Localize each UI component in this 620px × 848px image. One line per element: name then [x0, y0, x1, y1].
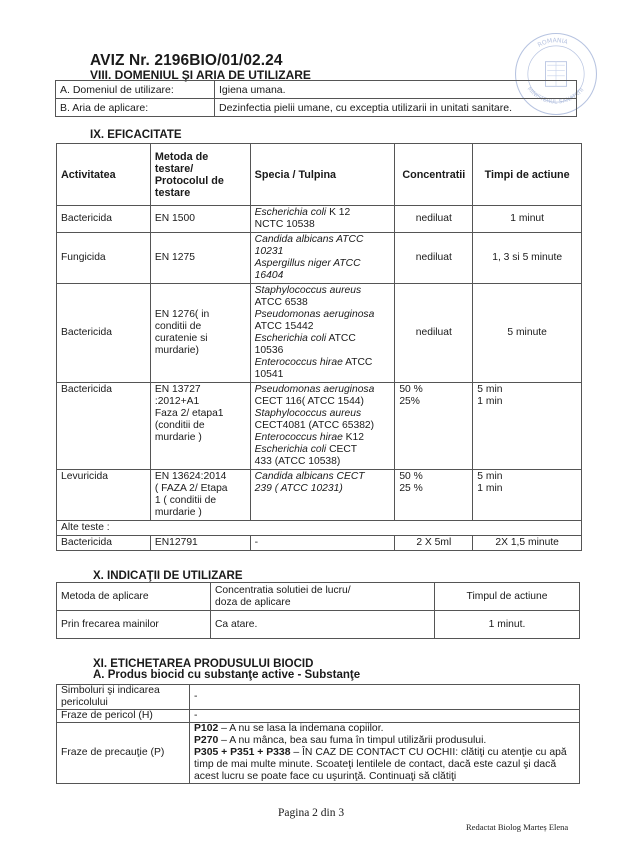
species-name: Pseudomonas aeruginosa	[254, 309, 375, 320]
precaution-text: – ÎN CAZ DE CONTACT CU OCHII: clătiţi cu atenţie cu apă timp de mai multe minute. Scoateţi lentilele de contact, dacă este cazul şi dacă acest lucru se poate face cu uşurinţă. Continuaţi să clătiţi	[194, 747, 567, 782]
strain-code: ATCC 15442	[254, 321, 314, 332]
method-line: murdarie)	[154, 345, 199, 356]
precaution-phrase	[194, 723, 575, 735]
species-line	[255, 408, 391, 420]
time-cell	[473, 284, 582, 383]
header-method: Metoda de testare/ Protocolul de testare	[150, 144, 250, 206]
precaution-text: – A nu mânca, bea sau fuma în timpul utilizării produsului.	[218, 735, 487, 746]
species-line	[255, 285, 391, 297]
table-row	[57, 206, 582, 233]
precaution-phrase	[194, 735, 575, 747]
method-cell	[150, 206, 250, 233]
activity-cell: Levuricida	[57, 470, 151, 521]
species-cell	[250, 284, 395, 383]
label-cell: Simboluri şi indicarea pericolului	[57, 685, 190, 710]
precaution-code: P102	[194, 723, 219, 734]
strain-code: 10541	[254, 369, 284, 380]
species-line	[255, 432, 391, 444]
species-name: Candida albicans ATCC	[254, 234, 364, 245]
header-concentration-line: Concentratia solutiei de lucru/	[215, 584, 351, 596]
author-note: Redactat Biolog Marteș Elena	[466, 822, 569, 832]
concentration-value: 25 %	[399, 483, 423, 494]
species-name: Enterococcus hirae	[254, 357, 343, 368]
species-line	[255, 345, 391, 357]
species-line	[255, 207, 391, 219]
time-value: 5 minute	[507, 327, 547, 338]
species-line	[255, 456, 391, 468]
species-line	[255, 258, 391, 270]
usage-instructions-table	[56, 582, 580, 639]
species-line	[255, 234, 391, 246]
method-line: conditii de	[154, 321, 202, 332]
strain-code: CECT4081 (ATCC 65382)	[254, 420, 375, 431]
activity-cell: Bactericida	[57, 536, 151, 551]
method-cell	[150, 233, 250, 284]
species-line	[255, 219, 391, 231]
method-cell: EN12791	[150, 536, 250, 551]
header-time: Timpi de actiune	[473, 144, 582, 206]
species-cell	[250, 233, 395, 284]
section-10-heading: X. INDICAŢII DE UTILIZARE	[93, 570, 243, 582]
strain-code: K12	[342, 432, 364, 443]
header-concentration	[211, 583, 435, 611]
page-number: Pagina 2 din 3	[278, 807, 345, 819]
time-value: 1 min	[477, 396, 503, 407]
table-row	[57, 233, 582, 284]
species-cell	[250, 206, 395, 233]
species-line	[255, 357, 391, 369]
label-cell: Fraze de pericol (H)	[57, 710, 190, 723]
concentration-value: Ca atare.	[211, 611, 435, 639]
strain-code: NCTC 10538	[254, 219, 315, 230]
species-line	[255, 444, 391, 456]
species-line	[255, 369, 391, 381]
time-cell	[473, 383, 582, 470]
header-species: Specia / Tulpina	[250, 144, 395, 206]
method-line: (conditii de	[154, 420, 205, 431]
other-tests-label: Alte teste :	[57, 521, 582, 536]
header-method: Metoda de aplicare	[57, 583, 211, 611]
method-line: 1 ( conditii de	[154, 495, 217, 506]
labeling-table	[56, 684, 580, 784]
activity-cell: Bactericida	[57, 284, 151, 383]
time-value: 5 min	[477, 471, 503, 482]
table-row	[56, 81, 577, 99]
table-header-row	[57, 144, 582, 206]
precaution-code: P305 + P351 + P338	[194, 747, 291, 758]
header-time: Timpul de actiune	[435, 583, 580, 611]
method-line: EN 13727	[154, 384, 201, 395]
strain-code: ATCC	[342, 357, 373, 368]
method-line: ( FAZA 2/ Etapa	[154, 483, 228, 494]
species-name: Staphylococcus aureus	[254, 408, 362, 419]
method-cell	[150, 284, 250, 383]
species-name: 10231	[254, 246, 284, 257]
precaution-code: P270	[194, 735, 219, 746]
concentration-cell	[395, 383, 473, 470]
method-line: EN 1500	[154, 213, 195, 224]
section-11-subheading: A. Produs biocid cu substanţe active - Substanţe	[93, 669, 361, 681]
table-header-row	[57, 583, 580, 611]
method-value: Prin frecarea mainilor	[57, 611, 211, 639]
concentration-value: nediluat	[415, 213, 452, 224]
concentration-cell: 2 X 5ml	[395, 536, 473, 551]
time-value: 1 minut.	[435, 611, 580, 639]
value-cell: -	[190, 710, 580, 723]
strain-code: CECT	[326, 444, 358, 455]
concentration-value: nediluat	[415, 327, 452, 338]
concentration-cell	[395, 470, 473, 521]
species-name: Candida albicans CECT	[254, 471, 365, 482]
species-cell: -	[250, 536, 395, 551]
method-line: murdarie )	[154, 507, 202, 518]
method-cell	[150, 470, 250, 521]
usage-value: Dezinfectia pielii umane, cu exceptia utilizarii in unitati sanitare.	[215, 99, 577, 117]
method-line: Faza 2/ etapa1	[154, 408, 224, 419]
species-name: Escherichia coli	[254, 444, 327, 455]
strain-code: CECT 116( ATCC 1544)	[254, 396, 364, 407]
concentration-value: 50 %	[399, 384, 423, 395]
species-line	[255, 297, 391, 309]
species-line	[255, 471, 391, 483]
species-line	[255, 396, 391, 408]
time-cell	[473, 233, 582, 284]
method-line: EN 1275	[154, 252, 195, 263]
method-line: murdarie )	[154, 432, 202, 443]
usage-label: A. Domeniul de utilizare:	[56, 81, 215, 99]
species-name: Escherichia coli	[254, 333, 327, 344]
species-line	[255, 420, 391, 432]
table-row	[57, 383, 582, 470]
table-row	[57, 284, 582, 383]
species-line	[255, 384, 391, 396]
species-line	[255, 483, 391, 495]
method-line: curatenie si	[154, 333, 208, 344]
species-name: 239 ( ATCC 10231)	[254, 483, 343, 494]
species-line	[255, 246, 391, 258]
time-cell	[473, 470, 582, 521]
time-value: 5 min	[477, 384, 503, 395]
species-cell	[250, 470, 395, 521]
species-line	[255, 333, 391, 345]
strain-code: 10536	[254, 345, 284, 356]
concentration-cell	[395, 206, 473, 233]
table-row	[57, 723, 580, 784]
header-concentration: Concentratii	[395, 144, 473, 206]
usage-value: Igiena umana.	[215, 81, 577, 99]
species-name: Escherichia coli	[254, 207, 327, 218]
table-row	[57, 536, 582, 551]
section-8-heading: VIII. DOMENIUL ŞI ARIA DE UTILIZARE	[90, 68, 311, 82]
document-title: AVIZ Nr. 2196BIO/01/02.24	[90, 52, 283, 69]
strain-code: 433 (ATCC 10538)	[254, 456, 341, 467]
species-name: Aspergillus niger ATCC	[254, 258, 361, 269]
species-line	[255, 321, 391, 333]
time-value: 1 min	[477, 483, 503, 494]
usage-label: B. Aria de aplicare:	[56, 99, 215, 117]
concentration-value: 25%	[399, 396, 420, 407]
activity-cell: Fungicida	[57, 233, 151, 284]
svg-text:MINISTERUL SANATATII: MINISTERUL SANATATII	[525, 86, 586, 106]
precaution-text: – A nu se lasa la indemana copiilor.	[218, 723, 384, 734]
efficacy-table	[56, 143, 582, 551]
strain-code: ATCC 6538	[254, 297, 308, 308]
table-row	[57, 521, 582, 536]
method-line: EN 1276( in	[154, 309, 210, 320]
table-row	[57, 470, 582, 521]
time-value: 1 minut	[510, 213, 545, 224]
table-row	[57, 685, 580, 710]
strain-code: ATCC	[326, 333, 356, 344]
species-cell	[250, 383, 395, 470]
value-cell: -	[190, 685, 580, 710]
species-name: Staphylococcus aureus	[254, 285, 362, 296]
method-line: EN 13624:2014	[154, 471, 227, 482]
concentration-cell	[395, 233, 473, 284]
method-cell	[150, 383, 250, 470]
precaution-phrase	[194, 747, 575, 783]
section-11-heading: XI. ETICHETAREA PRODUSULUI BIOCID	[93, 658, 314, 670]
precautions-cell	[190, 723, 580, 784]
usage-table	[55, 80, 577, 117]
section-9-heading: IX. EFICACITATE	[90, 129, 182, 141]
species-name: Pseudomonas aeruginosa	[254, 384, 375, 395]
species-name: Enterococcus hirae	[254, 432, 343, 443]
time-cell: 2X 1,5 minute	[473, 536, 582, 551]
activity-cell: Bactericida	[57, 206, 151, 233]
table-row	[57, 611, 580, 639]
label-cell: Fraze de precauţie (P)	[57, 723, 190, 784]
time-value: 1, 3 si 5 minute	[492, 252, 563, 263]
table-row	[57, 710, 580, 723]
table-row	[56, 99, 577, 117]
header-concentration-line: doza de aplicare	[215, 596, 291, 608]
svg-text:ROMANIA: ROMANIA	[536, 37, 569, 49]
species-name: 16404	[254, 270, 284, 281]
header-activity: Activitatea	[57, 144, 151, 206]
method-line: :2012+A1	[154, 396, 200, 407]
concentration-value: nediluat	[415, 252, 452, 263]
activity-cell: Bactericida	[57, 383, 151, 470]
species-line	[255, 309, 391, 321]
concentration-cell	[395, 284, 473, 383]
concentration-value: 50 %	[399, 471, 423, 482]
strain-code: K 12	[326, 207, 351, 218]
time-cell	[473, 206, 582, 233]
species-line	[255, 270, 391, 282]
